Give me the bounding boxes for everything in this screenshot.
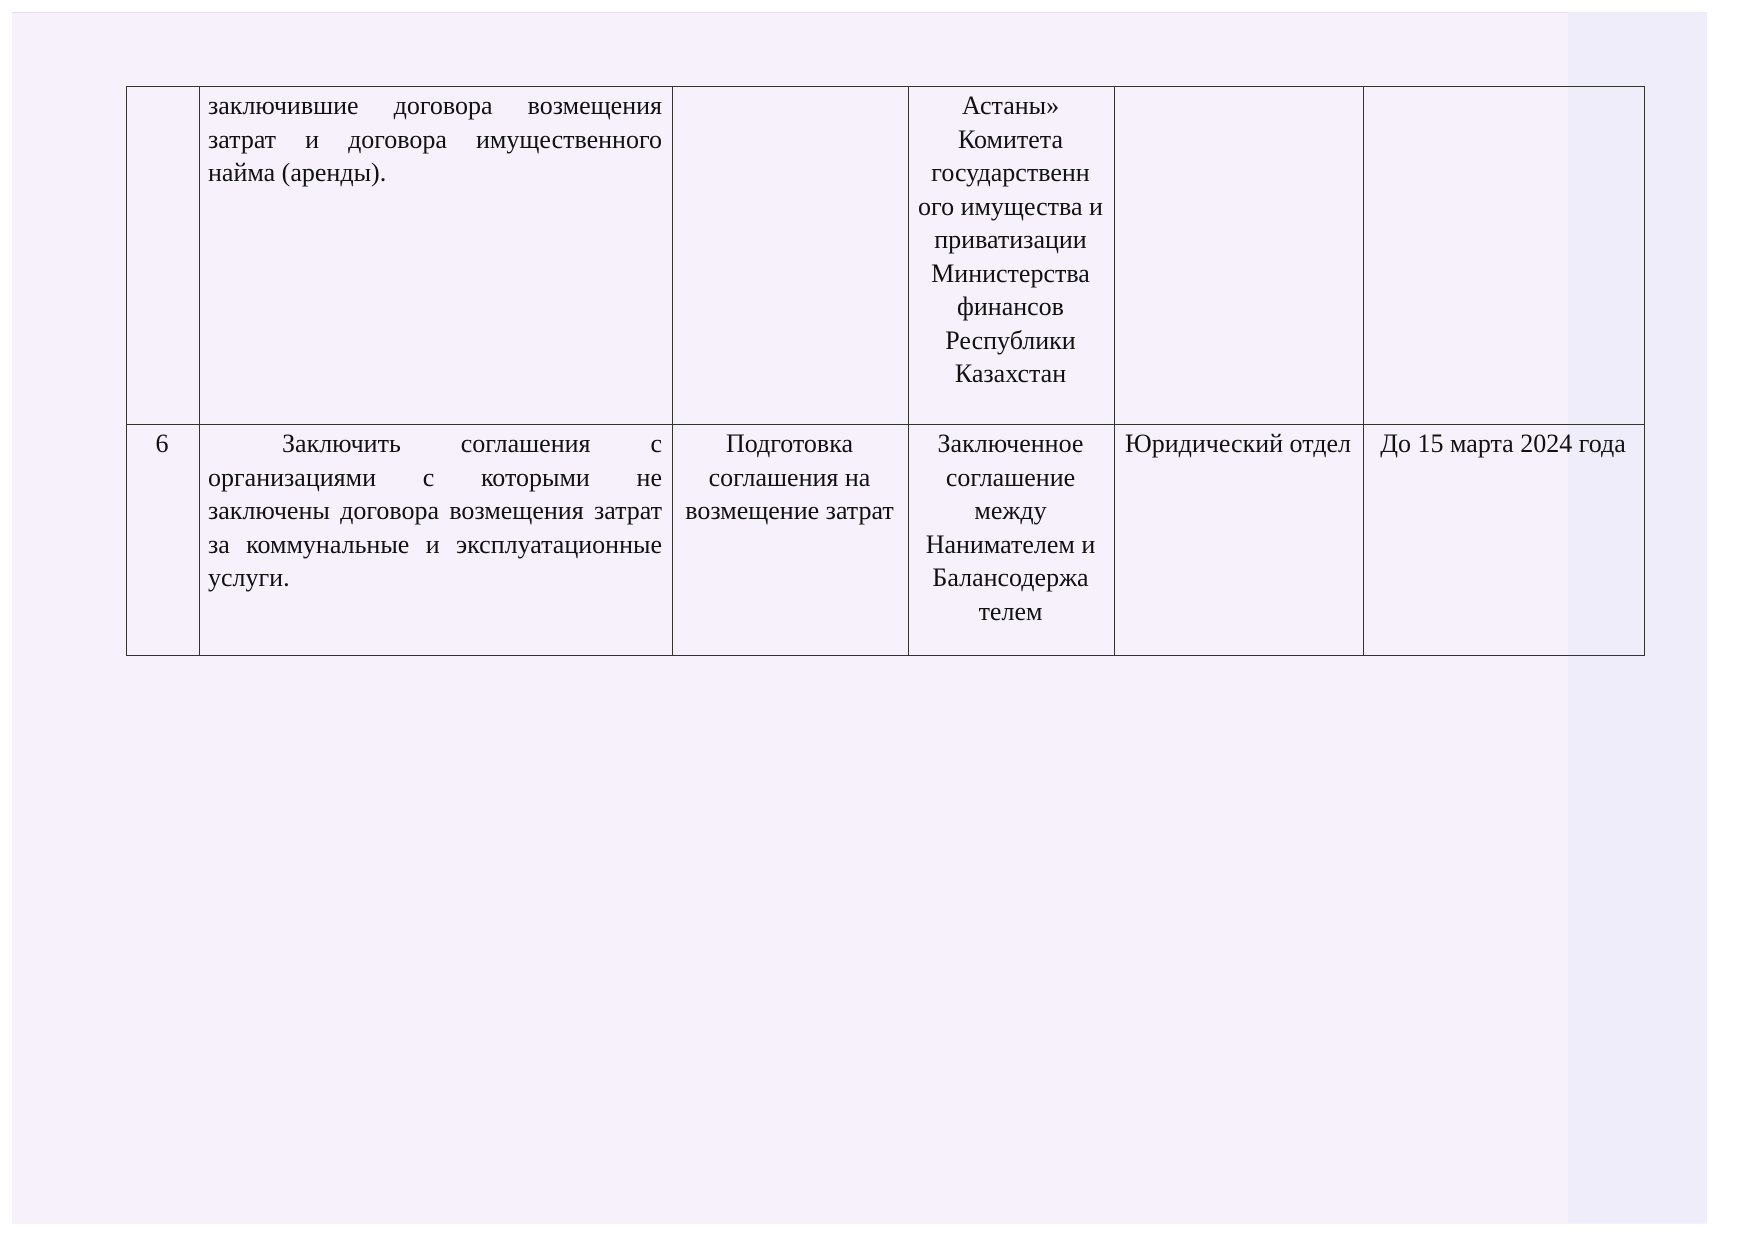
- responsible-cell: [1115, 87, 1364, 425]
- row-number-cell: [127, 87, 200, 425]
- result-cell: Заключенное соглашение между Нанимателем и Балансодержа телем: [909, 425, 1115, 656]
- responsible-cell: Юридический отдел: [1115, 425, 1364, 656]
- measure-cell: [200, 425, 673, 656]
- deadline-cell: До 15 марта 2024 года: [1364, 425, 1645, 656]
- result-cell: Астаны» Комитета государственн ого имущества и приватизации Министерства финансов Республики Казахстан: [909, 87, 1115, 425]
- table-row: [127, 425, 1645, 656]
- measure-text: Заключить соглашения с организациями с которыми не заключены договора возмещения затрат за коммунальные и эксплуатационные услуги.: [208, 429, 662, 592]
- action-plan-table: [126, 86, 1645, 656]
- table-row: [127, 87, 1645, 425]
- form-cell: [673, 87, 909, 425]
- measure-cell: заключившие договора возмещения затрат и договора имущественного найма (аренды).: [200, 87, 673, 425]
- form-cell: Подготовка соглашения на возмещение затрат: [673, 425, 909, 656]
- row-number-cell: 6: [127, 425, 200, 656]
- deadline-cell: [1364, 87, 1645, 425]
